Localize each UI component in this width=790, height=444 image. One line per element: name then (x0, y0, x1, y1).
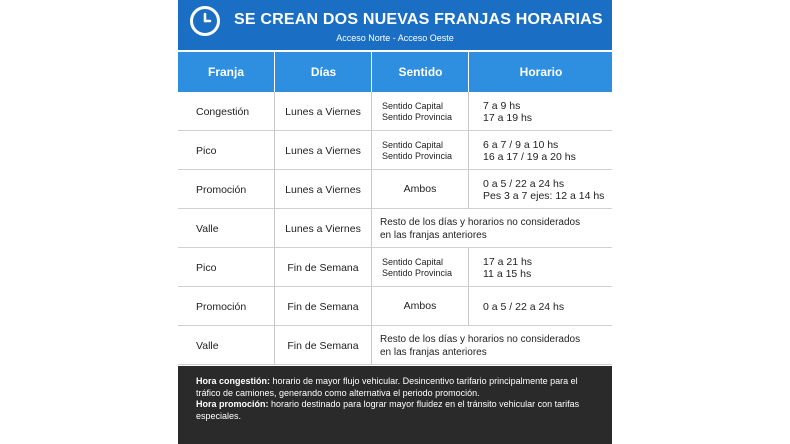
note-line: Resto de los días y horarios no considerados (380, 333, 581, 345)
horario-line: 17 a 21 hs (483, 255, 533, 268)
table-row (178, 326, 612, 365)
cell-merged-note (371, 326, 612, 365)
table-row (178, 209, 612, 248)
table-row (178, 92, 612, 131)
page-title: SE CREAN DOS NUEVAS FRANJAS HORARIAS (234, 11, 603, 28)
sentido-line: Sentido Provincia (382, 111, 453, 122)
footer-text-congestion: horario de mayor flujo vehicular. Desincentivo tarifario principalmente para el tráfico de camiones, generando como alternativa el periodo promoción. (196, 376, 578, 398)
cell-horario (468, 287, 612, 326)
horario-line: 11 a 15 hs (483, 267, 532, 280)
cell-franja: Pico (196, 144, 217, 157)
sentido-line: Ambos (403, 300, 437, 312)
column-header-horario: Horario (468, 52, 613, 92)
cell-dias: Lunes a Viernes (274, 92, 371, 131)
footer-notes (178, 366, 612, 444)
column-header-dias: Días (274, 52, 372, 92)
cell-dias: Lunes a Viernes (274, 209, 371, 248)
footer-note-promocion (196, 399, 596, 422)
column-header-franja: Franja (207, 65, 244, 79)
column-header-sentido: Sentido (371, 52, 469, 92)
horario-line: Pes 3 a 7 ejes: 12 a 14 hs (483, 189, 605, 202)
cell-franja: Promoción (196, 183, 247, 196)
cell-sentido (371, 287, 468, 326)
table-row (178, 170, 612, 209)
cell-merged-note (371, 209, 612, 248)
cell-dias: Lunes a Viernes (274, 131, 371, 170)
horario-line: 17 a 19 hs (483, 111, 533, 124)
footer-label-congestion: Hora congestión: (196, 376, 271, 386)
note-line: Resto de los días y horarios no considerados (380, 216, 581, 228)
cell-sentido (371, 131, 468, 170)
cell-franja: Valle (196, 222, 219, 235)
cell-sentido (371, 92, 468, 131)
horario-line: 7 a 9 hs (483, 99, 521, 112)
cell-horario (468, 131, 612, 170)
cell-horario (468, 92, 612, 131)
table-row (178, 248, 612, 287)
header-banner (178, 0, 612, 50)
cell-dias: Fin de Semana (274, 326, 371, 365)
cell-horario (468, 248, 612, 287)
cell-horario (468, 170, 612, 209)
cell-franja: Promoción (196, 300, 247, 313)
tariff-infographic (178, 0, 612, 444)
page-subtitle: Acceso Norte - Acceso Oeste (336, 33, 454, 43)
table-header (178, 52, 612, 92)
table-row (178, 131, 612, 170)
cell-sentido (371, 170, 468, 209)
sentido-line: Sentido Capital (382, 139, 444, 150)
cell-franja: Congestión (196, 105, 250, 118)
horario-line: 0 a 5 / 22 a 24 hs (483, 177, 565, 190)
sentido-line: Sentido Provincia (382, 267, 453, 278)
cell-dias: Fin de Semana (274, 248, 371, 287)
footer-note-congestion (196, 376, 596, 399)
cell-sentido (371, 248, 468, 287)
table-row (178, 287, 612, 326)
horario-line: 0 a 5 / 22 a 24 hs (483, 300, 565, 313)
sentido-line: Ambos (403, 183, 437, 195)
note-line: en las franjas anteriores (380, 229, 487, 241)
sentido-line: Sentido Capital (382, 100, 444, 111)
cell-franja: Pico (196, 261, 217, 274)
sentido-line: Sentido Capital (382, 256, 444, 267)
cell-dias: Fin de Semana (274, 287, 371, 326)
sentido-line: Sentido Provincia (382, 150, 453, 161)
horario-line: 16 a 17 / 19 a 20 hs (483, 150, 576, 163)
cell-dias: Lunes a Viernes (274, 170, 371, 209)
footer-label-promocion: Hora promoción: (196, 399, 269, 409)
footer-text-promocion: horario destinado para lograr mayor fluidez en el tránsito vehicular con tarifas especiales. (196, 399, 580, 421)
horario-line: 6 a 7 / 9 a 10 hs (483, 138, 559, 151)
note-line: en las franjas anteriores (380, 346, 487, 358)
clock-icon (190, 6, 220, 36)
cell-franja: Valle (196, 339, 219, 352)
